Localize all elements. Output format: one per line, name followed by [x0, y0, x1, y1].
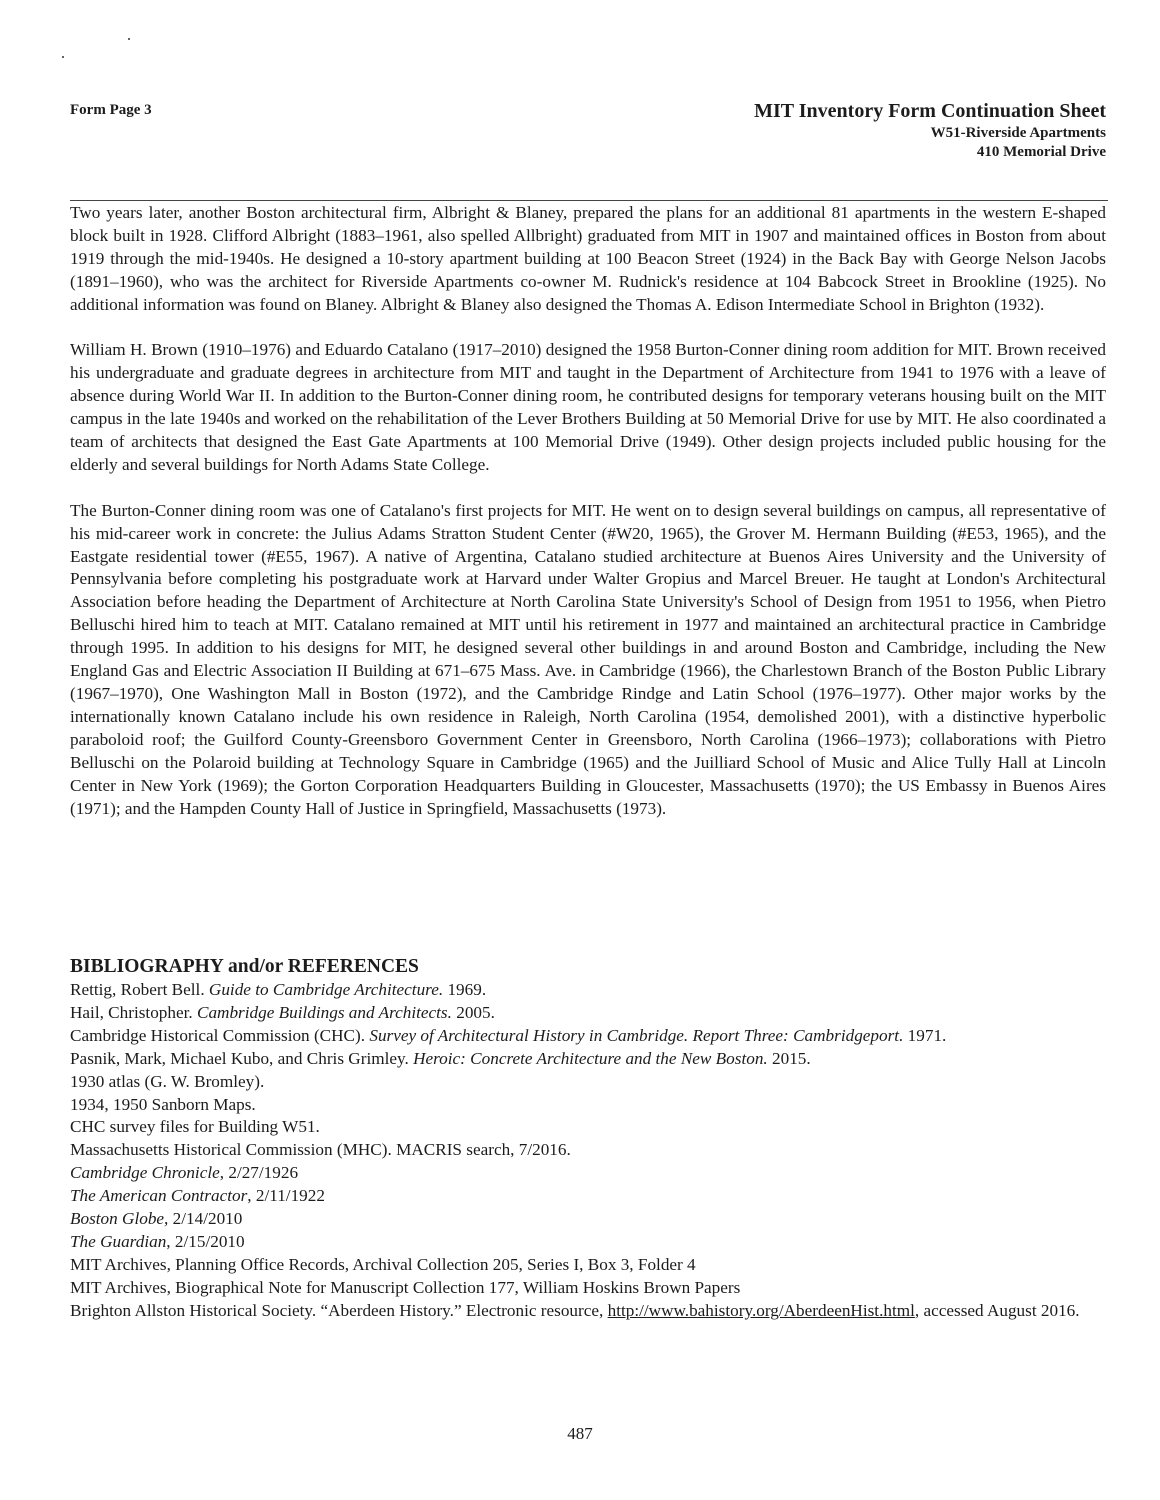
- bibliography-heading: BIBLIOGRAPHY and/or REFERENCES: [70, 956, 419, 977]
- bibliography-entry-text: Massachusetts Historical Commission (MHC). MACRIS search, 7/2016.: [70, 1140, 571, 1160]
- bibliography-entry-text: 1971.: [903, 1025, 947, 1045]
- bibliography-entry-text: 1930 atlas (G. W. Bromley).: [70, 1071, 265, 1091]
- bibliography-entry-title: Survey of Architectural History in Cambridge. Report Three: Cambridgeport.: [369, 1025, 904, 1045]
- paragraph-catalano-career: The Burton-Conner dining room was one of Catalano's first projects for MIT. He went on to design several buildings on campus, all representative of his mid-career work in concrete: the Julius Adams Stratton Student Center (#W20, 1965), the Grover M. Hermann Building (#E53, 1965), and the Eastgate residential tower (#E55, 1967). A native of Argentina, Catalano studied architecture at Buenos Aires University and the University of Pennsylvania before completing his postgraduate work at Harvard under Walter Gropius and Marcel Breuer. He taught at London's Architectural Association before heading the Department of Architecture at North Carolina State University's School of Design from 1951 to 1956, when Pietro Belluschi hired him to teach at MIT. Catalano remained at MIT until his retirement in 1977 and maintained an architectural practice in Cambridge through 1995. In addition to his designs for MIT, he designed several other buildings in and around Boston and Cambridge, including the New England Gas and Electric Association II Building at 671–675 Mass. Ave. in Cambridge (1966), the Charlestown Branch of the Boston Public Library (1967–1970), One Washington Mall in Boston (1972), and the Cambridge Rindge and Latin School (1976–1977). Other major works by the internationally known Catalano include his own residence in Raleigh, North Carolina (1954, demolished 2001), with a distinctive hyperbolic paraboloid roof; the Guilford County-Greensboro Government Center in Greensboro, North Carolina (1966–1973); collaborations with Pietro Belluschi on the Polaroid building at Technology Square in Cambridge (1965) and the Juilliard School of Music and Alice Tully Hall at Lincoln Center in New York (1969); the Gorton Corporation Headquarters Building in Gloucester, Massachusetts (1970); the US Embassy in Buenos Aires (1971); and the Hampden County Hall of Justice in Springfield, Massachusetts (1973).: [70, 500, 1106, 818]
- header-right-block: [754, 98, 1106, 162]
- page-number: 487: [567, 1424, 593, 1443]
- bibliography-entry: [70, 1185, 1110, 1208]
- bibliography-entry: [70, 1277, 1110, 1300]
- building-id: W51-Riverside Apartments: [930, 125, 1106, 141]
- bibliography-entry: [70, 1254, 1110, 1277]
- bibliography-entry-text: Pasnik, Mark, Michael Kubo, and Chris Grimley.: [70, 1048, 414, 1068]
- bibliography-entry-text: , 2/15/2010: [166, 1231, 245, 1251]
- bibliography-list: [70, 979, 1110, 1323]
- paragraph-brown-catalano: William H. Brown (1910–1976) and Eduardo Catalano (1917–2010) designed the 1958 Burton-Conner dining room addition for MIT. Brown received his undergraduate and graduate degrees in architecture from MIT and taught in the Department of Architecture from 1941 to 1976 with a leave of absence during World War II. In addition to the Burton-Conner dining room, he contributed designs for temporary veterans housing built on the MIT campus in the late 1940s and worked on the rehabilitation of the Lever Brothers Building at 50 Memorial Drive for use by MIT. He also coordinated a team of architects that designed the East Gate Apartments at 100 Memorial Drive (1949). Other design projects included public housing for the elderly and several buildings for North Adams State College.: [70, 340, 1106, 474]
- bibliography-section: [70, 955, 1110, 1323]
- bibliography-entry-title: Boston Globe: [70, 1209, 165, 1229]
- scan-speck: [62, 56, 64, 58]
- bibliography-entry: [70, 1139, 1110, 1162]
- bibliography-entry: [70, 1094, 1110, 1117]
- bibliography-entry: [70, 1025, 1110, 1048]
- bibliography-entry-text: 1969.: [443, 980, 487, 999]
- bibliography-entry-text: , 2/14/2010: [164, 1209, 243, 1229]
- bibliography-entry-text: CHC survey files for Building W51.: [70, 1117, 320, 1137]
- bibliography-entry: [70, 1116, 1110, 1139]
- bibliography-entry-text: , 2/11/1922: [247, 1186, 325, 1206]
- bibliography-entry-text: Cambridge Historical Commission (CHC).: [70, 1025, 370, 1045]
- scan-speck: [128, 38, 130, 40]
- building-address: 410 Memorial Drive: [976, 144, 1106, 160]
- bibliography-entry: [70, 1048, 1110, 1071]
- bibliography-entry: [70, 1071, 1110, 1094]
- bibliography-entry-title: Cambridge Buildings and Architects.: [196, 1002, 452, 1022]
- bibliography-entry: [70, 1162, 1110, 1185]
- bibliography-entry-text: , accessed August 2016.: [914, 1300, 1080, 1320]
- header-divider: [70, 200, 1108, 201]
- bibliography-entry-text: MIT Archives, Planning Office Records, Archival Collection 205, Series I, Box 3, Folder 4: [70, 1254, 696, 1274]
- bibliography-entry-text: 2015.: [767, 1048, 811, 1068]
- bibliography-entry-text: 1934, 1950 Sanborn Maps.: [70, 1094, 256, 1114]
- bibliography-entry-title: Guide to Cambridge Architecture.: [208, 980, 444, 999]
- main-text: [70, 202, 1106, 843]
- bibliography-entry: [70, 979, 1110, 1002]
- bibliography-entry: [70, 1002, 1110, 1025]
- bibliography-entry-title: The American Contractor: [70, 1186, 248, 1206]
- bahistory-link[interactable]: http://www.bahistory.org/AberdeenHist.html: [607, 1300, 915, 1320]
- bibliography-entry-text: , 2/27/1926: [219, 1163, 299, 1183]
- bibliography-entry-text: 2005.: [451, 1002, 495, 1022]
- bibliography-entry-text: Hail, Christopher.: [70, 1002, 197, 1022]
- bibliography-entry-title: Cambridge Chronicle: [70, 1163, 220, 1183]
- sheet-title: MIT Inventory Form Continuation Sheet: [754, 100, 1106, 122]
- bibliography-entry: [70, 1208, 1110, 1231]
- bibliography-entry-text: MIT Archives, Biographical Note for Manuscript Collection 177, William Hoskins Brown Papers: [70, 1277, 741, 1297]
- bibliography-entry-web: [70, 1300, 1110, 1323]
- bibliography-entry: [70, 1231, 1110, 1254]
- bibliography-entry-text: Rettig, Robert Bell.: [70, 980, 209, 999]
- paragraph-albright-blaney: Two years later, another Boston architectural firm, Albright & Blaney, prepared the plans for an additional 81 apartments in the western E-shaped block built in 1928. Clifford Albright (1883–1961, also spelled Allbright) graduated from MIT in 1907 and maintained offices in Boston from about 1919 through the mid-1940s. He designed a 10-story apartment building at 100 Beacon Street (1924) in the Back Bay with George Nelson Jacobs (1891–1960), who was the architect for Riverside Apartments co-owner M. Rudnick's residence at 104 Babcock Street in Brookline (1925). No additional information was found on Blaney. Albright & Blaney also designed the Thomas A. Edison Intermediate School in Brighton (1932).: [70, 203, 1106, 314]
- bibliography-entry-title: The Guardian: [70, 1231, 167, 1251]
- bibliography-entry-title: Heroic: Concrete Architecture and the New Boston.: [413, 1048, 768, 1068]
- bibliography-entry-text: Brighton Allston Historical Society. “Aberdeen History.” Electronic resource,: [70, 1300, 608, 1320]
- form-page-label: Form Page 3: [70, 102, 152, 118]
